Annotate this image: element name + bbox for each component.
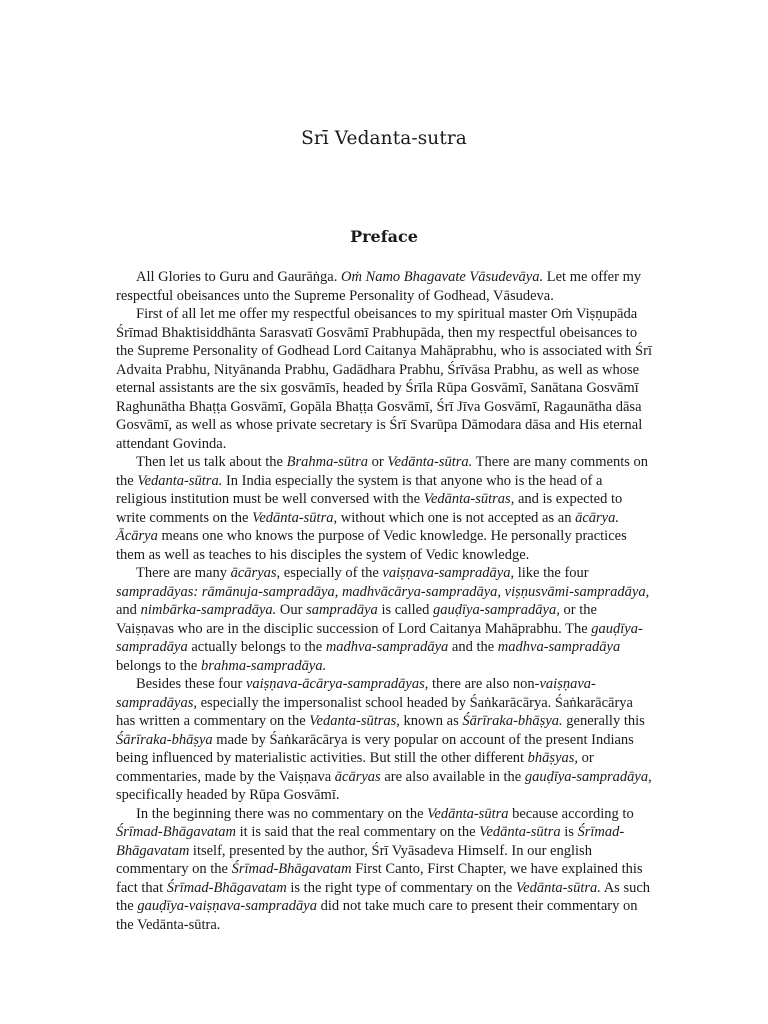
italic-run: ācāryas bbox=[230, 565, 277, 581]
italic-run: madhva-sampradāya bbox=[497, 639, 621, 655]
text-run: did not take much care to present their commentary on the Vedānta-sūtra. bbox=[116, 898, 638, 933]
text-run: belongs to the bbox=[116, 657, 201, 674]
italic-run: Vedānta-sūtra bbox=[252, 509, 334, 526]
text-run: First Canto, First Chapter, we have explained this fact that bbox=[116, 861, 643, 896]
text-run: , like the four bbox=[510, 565, 589, 581]
italic-run: sampradāya bbox=[306, 602, 378, 618]
text-run: , there are also non- bbox=[424, 676, 540, 692]
italic-run: sampradāyas: rāmānuja-sampradāya, madhvācārya-sampradāya, viṣṇusvāmi-sampradāya, bbox=[116, 583, 650, 600]
paragraph bbox=[116, 564, 654, 675]
text-run: because according to bbox=[508, 805, 634, 822]
italic-run: nimbārka-sampradāya. bbox=[140, 602, 277, 618]
italic-run: ācāryas bbox=[334, 768, 381, 785]
italic-run: gauḍīya-vaiṣṇava-sampradāya bbox=[137, 898, 317, 914]
text-run: , especially the impersonalist school headed by Śaṅkarācārya. Śaṅkarācārya has written a commentary on the bbox=[116, 694, 633, 729]
italic-run: Śrīmad-Bhāgavatam bbox=[116, 824, 237, 840]
paragraph bbox=[116, 675, 654, 805]
italic-run: Śārīraka-bhāṣya bbox=[116, 731, 213, 748]
text-run: are also available in the bbox=[380, 768, 525, 785]
italic-run: Śrīmad-Bhāgavatam bbox=[116, 824, 625, 859]
text-run: actually belongs to the bbox=[187, 639, 326, 655]
text-run: , and is expected to write comments on the bbox=[116, 491, 623, 526]
text-run: Our bbox=[276, 602, 307, 618]
italic-run: brahma-sampradāya. bbox=[200, 657, 327, 674]
italic-run: vaiṣṇava-sampradāyas bbox=[116, 676, 596, 711]
text-run: made by Śaṅkarācārya is very popular on account of the present Indians being influenced by materialistic activities. But still the other different bbox=[116, 731, 634, 766]
document-title: Srī Vedanta-sutra bbox=[301, 128, 467, 149]
text-run: , or the Vaiṣṇavas who are in the disciplic succession of Lord Caitanya Mahāprabhu. The bbox=[116, 602, 597, 637]
text-run: generally this bbox=[562, 713, 645, 729]
paragraph bbox=[116, 268, 654, 305]
text-run: itself, presented by the author, Śrī Vyāsadeva Himself. In our english commentary on the bbox=[116, 842, 592, 877]
text-run: is called bbox=[377, 602, 433, 618]
text-run: There are many bbox=[136, 565, 231, 581]
italic-run: Vedānta-sūtra. bbox=[515, 879, 601, 896]
section-heading: Preface bbox=[350, 227, 418, 246]
paragraph bbox=[116, 805, 654, 935]
italic-run: Śrīmad-Bhāgavatam bbox=[166, 879, 287, 896]
italic-run: Vedānta-sūtra bbox=[427, 805, 509, 822]
italic-run: Vedanta-sūtras bbox=[309, 713, 397, 729]
italic-run: Oṁ Namo Bhagavate Vāsudevāya. bbox=[340, 269, 544, 285]
text-run: Let me offer my respectful obeisances unto the Supreme Personality of Godhead, Vāsudeva. bbox=[116, 269, 642, 304]
text-run: is bbox=[560, 824, 578, 840]
paragraph bbox=[116, 305, 654, 453]
text-run: , especially of the bbox=[276, 565, 383, 581]
text-run: Then let us talk about the bbox=[136, 454, 287, 470]
text-run: means one who knows the purpose of Vedic knowledge. He personally practices them as well as teaches to his disciples the system of Vedic knowledge. bbox=[116, 528, 627, 563]
text-run: or commentaries, made by the Vaiṣṇava bbox=[116, 750, 594, 785]
italic-run: gauḍīya-sampradāya bbox=[116, 620, 643, 655]
italic-run: Vedānta-sūtra. bbox=[387, 454, 473, 470]
paragraph bbox=[116, 453, 654, 564]
text-run: First of all let me offer my respectful obeisances to my spiritual master Oṁ Viṣṇupāda Śrīmad Bhaktisiddhānta Sarasvatī Gosvāmī Prabhupāda, then my respectful obeisances to the Supreme Personality of Godhead Lord Caitanya Mahāprabhu, who is associated with Śrī Advaita Prabhu, Nityānanda Prabhu, Gadādhara Prabhu, Śrīvāsa Prabhu, as well as whose eternal assistants are the six gosvāmīs, headed by Śrīla Rūpa Gosvāmī, Sanātana Gosvāmī Raghunātha Bhaṭṭa Gosvāmī, Gopāla Bhaṭṭa Gosvāmī, Śrī Jīva Gosvāmī, Ragaunātha dāsa Gosvāmī, as well as whose private secretary is Śrī Svarūpa Dāmodara dāsa and His eternal attendant Govinda. bbox=[116, 306, 652, 452]
text-run: it is said that the real commentary on the bbox=[236, 824, 480, 840]
text-run: As such the bbox=[116, 879, 651, 914]
italic-run: madhva-sampradāya bbox=[325, 639, 449, 655]
italic-run: bhāṣyas, bbox=[527, 750, 579, 766]
text-run: and bbox=[116, 602, 141, 618]
italic-run: ācārya. Ācārya bbox=[116, 509, 619, 544]
text-run: , without which one is not accepted as an bbox=[333, 509, 576, 526]
italic-run: Vedanta-sūtra. bbox=[137, 472, 223, 489]
text-run: is the right type of commentary on the bbox=[286, 879, 516, 896]
italic-run: Śārīraka-bhāṣya. bbox=[462, 713, 563, 729]
italic-run: Vedānta-sūtras bbox=[423, 491, 511, 507]
text-run: , known as bbox=[396, 713, 463, 729]
italic-run: Vedānta-sūtra bbox=[479, 824, 561, 840]
text-run: In India especially the system is that anyone who is the head of a religious institution must be well conversed with the bbox=[116, 472, 603, 507]
text-run: Besides these four bbox=[136, 676, 246, 692]
text-run: All Glories to Guru and Gaurāṅga. bbox=[136, 269, 341, 285]
text-run: , specifically headed by Rūpa Gosvāmī. bbox=[116, 768, 652, 803]
body-text bbox=[116, 268, 654, 934]
text-run: and the bbox=[448, 639, 498, 655]
italic-run: Brahma-sūtra bbox=[286, 454, 368, 470]
text-run: In the beginning there was no commentary on the bbox=[136, 805, 428, 822]
italic-run: gauḍīya-sampradāya bbox=[432, 602, 557, 618]
italic-run: gauḍīya-sampradāya bbox=[524, 768, 649, 785]
text-run: or bbox=[367, 454, 388, 470]
text-run: There are many comments on the bbox=[116, 454, 648, 489]
italic-run: vaiṣṇava-sampradāya bbox=[382, 565, 511, 581]
italic-run: Śrīmad-Bhāgavatam bbox=[231, 861, 352, 877]
italic-run: vaiṣṇava-ācārya-sampradāyas bbox=[245, 676, 425, 692]
